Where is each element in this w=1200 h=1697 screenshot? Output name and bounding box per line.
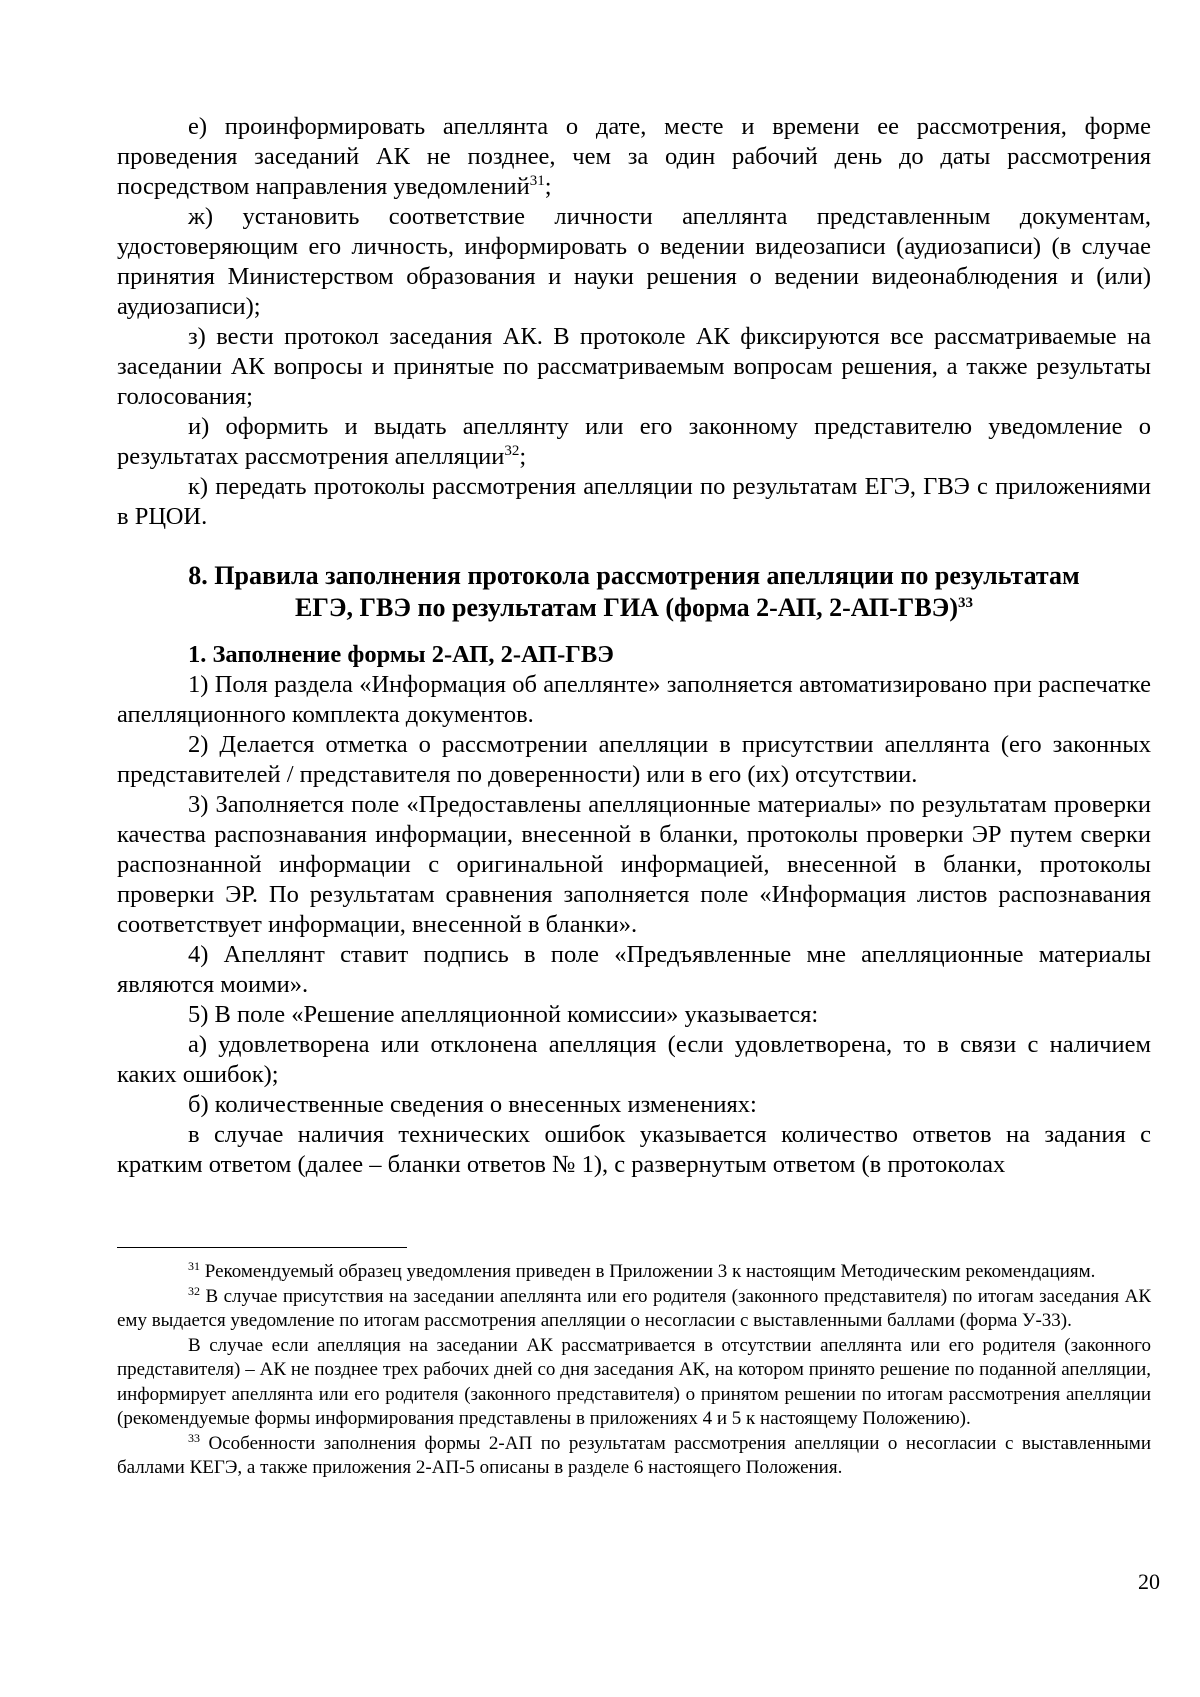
paragraph-3: 3) Заполняется поле «Предоставлены апелляционные материалы» по результатам проверки качества распознавания информации, внесенной в бланки, протоколы проверки ЭР путем сверки распознанной информации с оригинальной информацией, внесенной в бланки, протоколы проверки ЭР. По результатам сравнения заполняется поле «Информация листов распознавания соответствует информации, внесенной в бланки». xyxy=(117,791,1151,938)
footnote-32-continuation: В случае если апелляция на заседании АК рассматривается в отсутствии апеллянта или его родителя (законного представителя) – АК не позднее трех рабочих дней со дня заседания АК, на котором принято решение по поданной апелляции, информирует апеллянта или его родителя (законного представителя) о принятом решении по итогам рассмотрения апелляции (рекомендуемые формы информирования представлены в приложениях 4 и 5 к настоящему Положению). xyxy=(117,1334,1151,1429)
footnote-ref-32[interactable]: 32 xyxy=(504,443,520,459)
paragraph-z: з) вести протокол заседания АК. В протоколе АК фиксируются все рассматриваемые на заседании АК вопросы и принятые по рассматриваемым вопросам решения, а также результаты голосования; xyxy=(117,323,1151,410)
section-title-line-1: 8. Правила заполнения протокола рассмотрения апелляции по результатам xyxy=(188,561,1080,590)
paragraph-b: б) количественные сведения о внесенных изменениях: xyxy=(188,1091,757,1118)
footnote-number-32: 32 xyxy=(188,1283,200,1298)
section-title xyxy=(117,560,1151,624)
page-number: 20 xyxy=(1138,1569,1160,1594)
paragraph-5: 5) В поле «Решение апелляционной комиссии» указывается: xyxy=(188,1001,819,1028)
subsection-title: 1. Заполнение формы 2-АП, 2-АП-ГВЭ xyxy=(188,641,614,668)
footnotes xyxy=(117,1260,1151,1481)
footnote-ref-31[interactable]: 31 xyxy=(529,173,545,189)
section-title-line-2: ЕГЭ, ГВЭ по результатам ГИА (форма 2-АП, 2-АП-ГВЭ)$^{33}$ xyxy=(295,593,973,622)
paragraph-zh: ж) установить соответствие личности апеллянта представленным документам, удостоверяющим его личность, информировать о ведении видеозаписи (аудиозаписи) (в случае принятия Министерством образования и науки решения о ведении видеонаблюдения и (или) аудиозаписи); xyxy=(117,203,1151,320)
paragraph-4: 4) Апеллянт ставит подпись в поле «Предъявленные мне апелляционные материалы являются моими». xyxy=(117,941,1151,998)
footnote-31: $^{31}$ Рекомендуемый образец уведомления приведен в Приложении 3 к настоящим Методическим рекомендациям. xyxy=(188,1259,1096,1282)
paragraph-i: и) оформить и выдать апеллянту или его законному представителю уведомление о результатах рассмотрения апелляции$^{32}$; xyxy=(117,413,1151,470)
paragraph-k: к) передать протоколы рассмотрения апелляции по результатам ЕГЭ, ГВЭ с приложениями в РЦОИ. xyxy=(117,473,1151,530)
footnote-32: $^{32}$ В случае присутствия на заседании апеллянта или его родителя (законного представителя) по итогам заседания АК ему выдается уведомление по итогам рассмотрения апелляции о несогласии с выставленными баллами (форма У-33). xyxy=(117,1283,1151,1331)
main-text xyxy=(117,112,1151,1180)
paragraph-e: е) проинформировать апеллянта о дате, месте и времени ее рассмотрения, форме проведения заседаний АК не позднее, чем за один рабочий день до даты рассмотрения посредством направления уведомлений$^{31}$; xyxy=(117,113,1151,200)
paragraph-a: а) удовлетворена или отклонена апелляция (если удовлетворена, то в связи с наличием каких ошибок); xyxy=(117,1031,1151,1088)
footnote-ref-33[interactable]: 33 xyxy=(957,595,973,611)
paragraph-2: 2) Делается отметка о рассмотрении апелляции в присутствии апеллянта (его законных представителей / представителя по доверенности) или в его (их) отсутствии. xyxy=(117,731,1151,788)
footnote-33: $^{33}$ Особенности заполнения формы 2-АП по результатам рассмотрения апелляции о несогласии с выставленными баллами КЕГЭ, а также приложения 2-АП-5 описаны в разделе 6 настоящего Положения. xyxy=(117,1430,1151,1478)
paragraph-1: 1) Поля раздела «Информация об апеллянте» заполняется автоматизировано при распечатке апелляционного комплекта документов. xyxy=(117,671,1151,728)
paragraph-technical-errors: в случае наличия технических ошибок указывается количество ответов на задания с кратким ответом (далее – бланки ответов № 1), с развернутым ответом (в протоколах xyxy=(117,1121,1151,1178)
footnote-separator xyxy=(117,1247,407,1248)
footnote-number-31: 31 xyxy=(188,1259,200,1273)
footnote-number-33: 33 xyxy=(188,1430,200,1445)
